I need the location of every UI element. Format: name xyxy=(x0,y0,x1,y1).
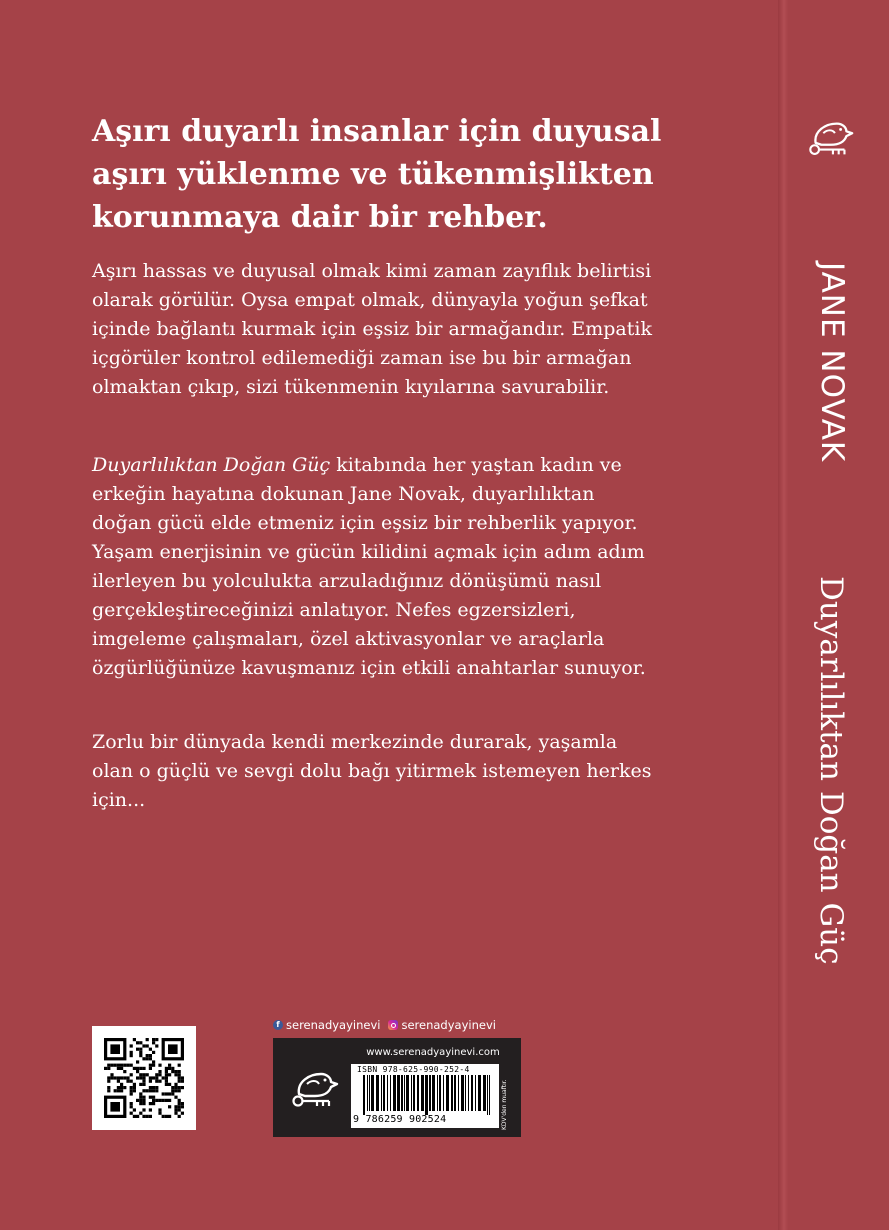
spine-fold xyxy=(778,0,788,1230)
barcode-bars xyxy=(355,1075,495,1115)
instagram-icon xyxy=(388,1020,398,1030)
bird-key-logo-icon xyxy=(289,1068,341,1112)
instagram-handle xyxy=(388,1018,495,1032)
facebook-icon: f xyxy=(273,1020,283,1030)
qr-code-graphic xyxy=(104,1038,184,1118)
kdv-note: KDV'den muaftır. xyxy=(501,1079,508,1130)
qr-code xyxy=(92,1026,196,1130)
isbn-barcode xyxy=(351,1064,499,1128)
barcode-panel xyxy=(273,1038,521,1137)
barcode-digits: 9 786259 902524 xyxy=(353,1114,447,1125)
publisher-website: www.serenadyayinevi.com xyxy=(366,1047,500,1058)
isbn-label: ISBN 978-625-990-252-4 xyxy=(357,1065,470,1074)
instagram-handle-text: serenadyayinevi xyxy=(401,1018,496,1032)
social-handles xyxy=(273,1018,496,1032)
facebook-handle xyxy=(273,1018,380,1032)
spine-author: JANE NOVAK xyxy=(814,262,850,463)
spine-title: Duyarlılıktan Doğan Güç xyxy=(813,576,849,965)
book-title-italic: Duyarlılıktan Doğan Güç xyxy=(92,454,331,476)
description-paragraph-3: Zorlu bir dünyada kendi merkezinde durarak, yaşamla olan o güçlü ve sevgi dolu bağı yitirmek istemeyen herkes için... xyxy=(92,731,652,811)
paragraph-2-text: kitabında her yaştan kadın ve erkeğin hayatına dokunan Jane Novak, duyarlılıktan doğan gücü elde etmeniz için eşsiz bir rehberlik yapıyor. Yaşam enerjisinin ve gücün kilidini açmak için adım adım ilerleyen bu yolculukta arzuladığınız dönüşümü nasıl gerçekleştireceğinizi anlatıyor. Nefes egzersizleri, imgeleme çalışmaları, özel aktivasyonlar ve araçlarla özgürlüğünüze kavuşmanız için etkili anahtarlar sunuyor. xyxy=(92,454,646,679)
description-paragraph-1: Aşırı hassas ve duyusal olmak kimi zaman zayıflık belirtisi olarak görülür. Oysa empat olmak, dünyayla yoğun şefkat içinde bağlantı kurmak için eşsiz bir armağandır. Empatik içgörüler kontrol edilemediği zaman ise bu bir armağan olmaktan çıkıp, sizi tükenmenin kıyılarına savurabilir. xyxy=(92,260,652,398)
description-paragraph-2 xyxy=(92,451,652,683)
bird-key-logo-icon xyxy=(806,115,856,163)
facebook-handle-text: serenadyayinevi xyxy=(286,1018,381,1032)
headline: Aşırı duyarlı insanlar için duyusal aşırı yüklenme ve tükenmişlikten korunmaya dair bir rehber. xyxy=(92,114,662,235)
